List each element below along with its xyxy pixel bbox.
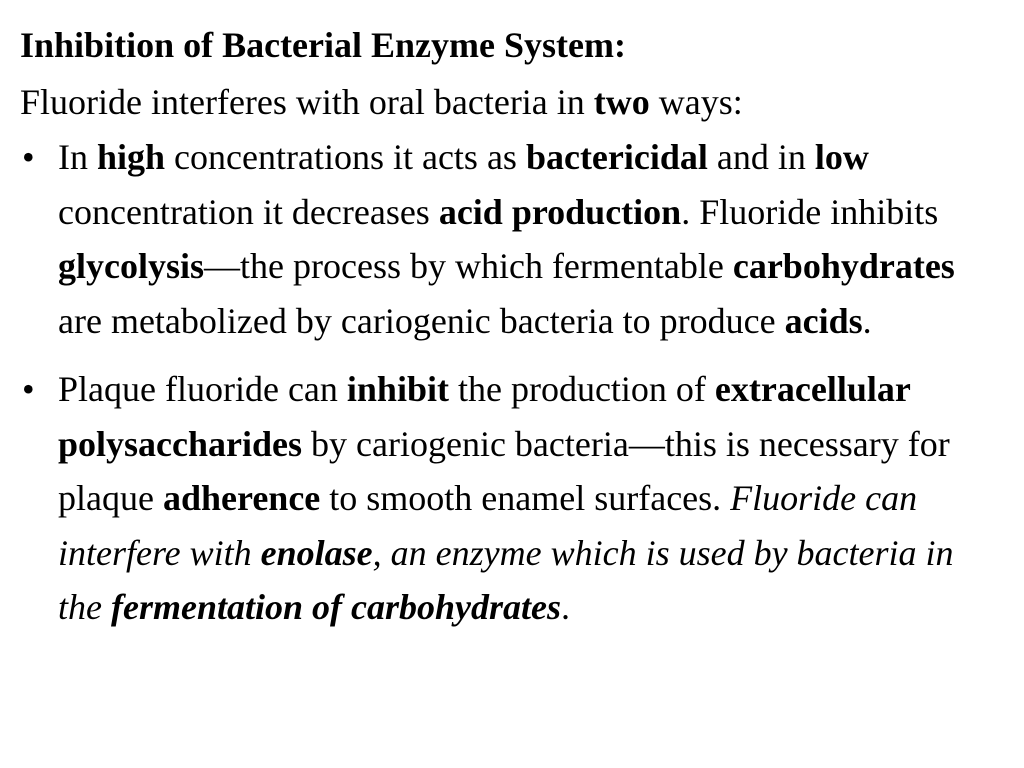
text-segment: enolase (260, 532, 373, 573)
bullet-list (20, 130, 1004, 635)
bullet-dot-icon: • (22, 137, 35, 177)
text-segment: bactericidal (525, 137, 708, 177)
text-segment: carbohydrates (732, 246, 955, 286)
text-segment: . Fluoride inhibits (681, 191, 939, 232)
intro-line (20, 76, 1004, 128)
text-segment: concentration it decreases (58, 191, 439, 232)
slide-title: Inhibition of Bacterial Enzyme System: (20, 25, 626, 65)
bullet-dot-icon: • (22, 369, 35, 409)
text-segment: low (814, 137, 869, 177)
intro-emphasis: two (593, 82, 650, 122)
text-segment: are metabolized by cariogenic bacteria to produce (58, 300, 785, 341)
text-segment: inhibit (346, 369, 449, 409)
intro-text-end: ways: (649, 82, 743, 122)
text-segment: . (560, 587, 570, 627)
text-segment: the production of (448, 369, 715, 409)
text-segment: and in (707, 137, 815, 177)
intro-text: Fluoride interferes with oral bacteria in (20, 82, 594, 122)
bullet-text (58, 137, 955, 341)
text-segment: Fluoride can interfere with (58, 478, 918, 573)
text-segment: . (862, 300, 872, 341)
text-segment: extracellular polysaccharides (58, 369, 911, 464)
text-segment: —the process by which fermentable (204, 246, 733, 286)
text-segment: glycolysis (58, 246, 205, 286)
text-segment: acid production (438, 191, 682, 232)
text-segment: fermentation of carbohydrates (110, 587, 561, 627)
bullet-item-bactericidal (20, 130, 1004, 348)
text-segment: adherence (162, 478, 321, 518)
text-segment: acids (784, 300, 863, 341)
text-segment: In (58, 137, 97, 177)
text-segment: by cariogenic bacteria—this is necessary for plaque (58, 423, 950, 518)
bullet-item-polysaccharides (20, 362, 1004, 635)
text-segment: to smooth enamel surfaces. (320, 478, 731, 518)
text-segment: high (97, 137, 166, 177)
bullet-text (58, 369, 954, 627)
text-segment: , an enzyme which is used by bacteria in the (58, 532, 954, 627)
text-segment: Plaque fluoride can (58, 369, 347, 409)
text-segment: concentrations it acts as (165, 137, 526, 177)
